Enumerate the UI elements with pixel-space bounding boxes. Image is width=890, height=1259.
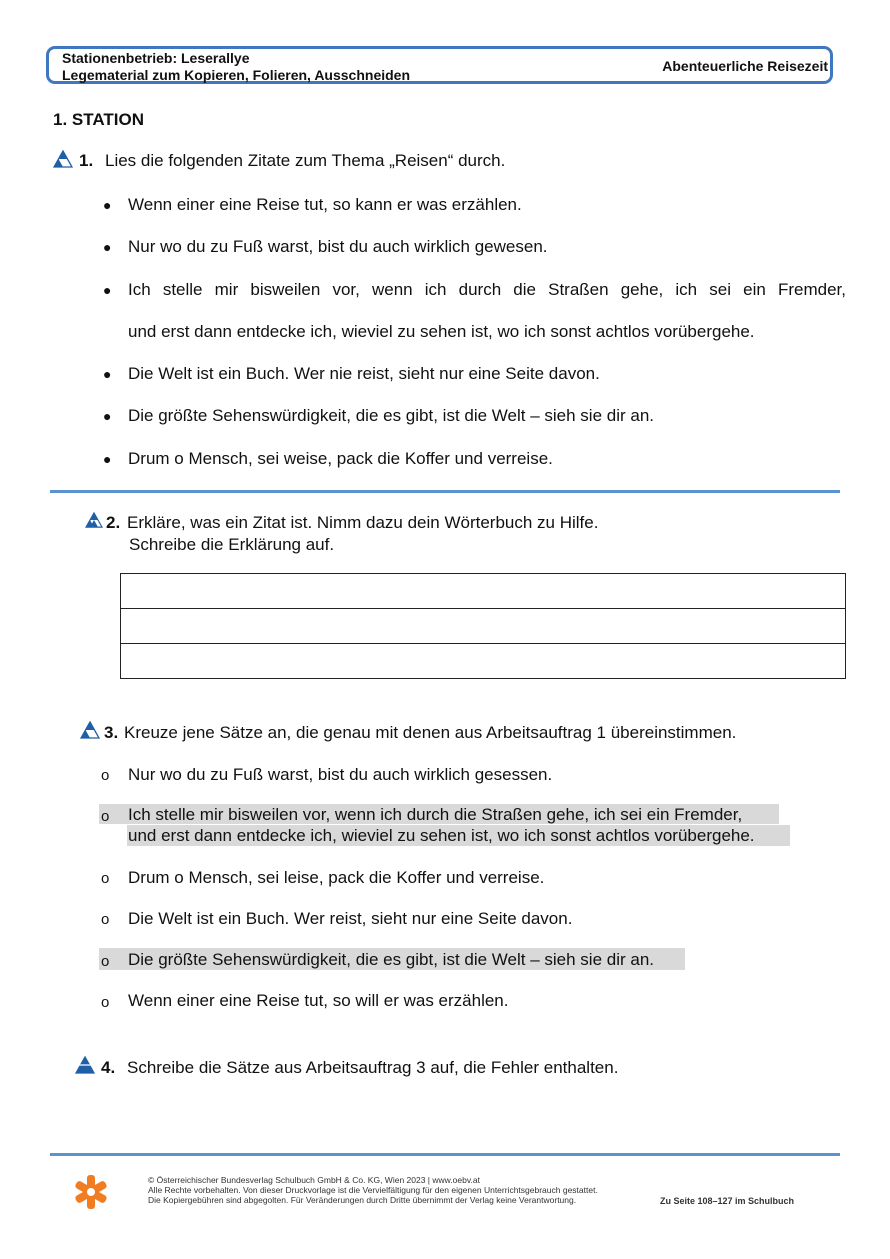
quote-3-line1: Ich stelle mir bisweilen vor, wenn ich durch die Straßen gehe, ich sei ein Fremder, <box>128 280 846 299</box>
pyramid-level-icon <box>80 721 100 739</box>
task1-instruction: Lies die folgenden Zitate zum Thema „Reisen“ durch. <box>105 151 506 170</box>
option-5: Die größte Sehenswürdigkeit, die es gibt, ist die Welt – sieh sie dir an. <box>128 950 655 969</box>
bullet: ● <box>103 408 112 424</box>
option-6: Wenn einer eine Reise tut, so will er was erzählen. <box>128 991 509 1010</box>
task3-instruction: Kreuze jene Sätze an, die genau mit denen aus Arbeitsauftrag 1 übereinstimmen. <box>124 723 737 742</box>
publisher-logo-icon <box>72 1173 110 1211</box>
checkbox-circle[interactable]: o <box>101 870 110 887</box>
checkbox-circle[interactable]: o <box>101 808 110 825</box>
checkbox-circle[interactable]: o <box>101 767 110 784</box>
answer-box[interactable] <box>120 573 846 679</box>
quote-1: Wenn einer eine Reise tut, so kann er was erzählen. <box>128 195 522 214</box>
bullet: ● <box>103 239 112 255</box>
quote-3-line2: und erst dann entdecke ich, wieviel zu sehen ist, wo ich sonst achtlos vorübergehe. <box>128 322 755 341</box>
checkbox-circle[interactable]: o <box>101 953 110 970</box>
station-title: 1. STATION <box>53 110 144 129</box>
quote-4: Die Welt ist ein Buch. Wer nie reist, sieht nur eine Seite davon. <box>128 364 600 383</box>
footer-page-ref: Zu Seite 108–127 im Schulbuch <box>660 1196 795 1206</box>
bullet: ● <box>103 197 112 213</box>
checkbox-circle[interactable]: o <box>101 911 110 928</box>
quote-5: Die größte Sehenswürdigkeit, die es gibt, ist die Welt – sieh sie dir an. <box>128 406 655 425</box>
header-title: Stationenbetrieb: Leserallye <box>62 50 250 66</box>
option-4: Die Welt ist ein Buch. Wer reist, sieht nur eine Seite davon. <box>128 909 573 928</box>
section-divider <box>50 490 840 493</box>
quote-6: Drum o Mensch, sei weise, pack die Koffer und verreise. <box>128 449 553 468</box>
task2-instruction: Erkläre, was ein Zitat ist. Nimm dazu dein Wörterbuch zu Hilfe. <box>127 513 599 532</box>
pyramid-level-icon <box>53 150 73 168</box>
header-topic: Abenteuerliche Reisezeit <box>662 58 828 74</box>
task4-number: 4. <box>101 1058 116 1077</box>
answer-line <box>121 643 845 644</box>
option-2-line1: Ich stelle mir bisweilen vor, wenn ich durch die Straßen gehe, ich sei ein Fremder, <box>128 805 743 824</box>
task2-instruction-2: Schreibe die Erklärung auf. <box>129 535 335 554</box>
bullet: ● <box>103 366 112 382</box>
option-1: Nur wo du zu Fuß warst, bist du auch wirklich gesessen. <box>128 765 553 784</box>
quote-2: Nur wo du zu Fuß warst, bist du auch wirklich gewesen. <box>128 237 548 256</box>
footer-divider <box>50 1153 840 1156</box>
task1-number: 1. <box>79 151 94 170</box>
checkbox-circle[interactable]: o <box>101 994 110 1011</box>
option-2-line2: und erst dann entdecke ich, wieviel zu sehen ist, wo ich sonst achtlos vorübergehe. <box>128 826 755 845</box>
header-subtitle: Legematerial zum Kopieren, Folieren, Ausschneiden <box>62 67 411 83</box>
pyramid-level-icon <box>75 1056 95 1074</box>
task4-instruction: Schreibe die Sätze aus Arbeitsauftrag 3 auf, die Fehler enthalten. <box>127 1058 619 1077</box>
task3-number: 3. <box>104 723 119 742</box>
pyramid-level-icon <box>85 512 103 528</box>
task2-number: 2. <box>106 513 121 532</box>
bullet: ● <box>103 451 112 467</box>
answer-line <box>121 608 845 609</box>
bullet: ● <box>103 282 112 298</box>
option-3: Drum o Mensch, sei leise, pack die Koffer und verreise. <box>128 868 545 887</box>
footer-copyright: © Österreichischer Bundesverlag Schulbuch GmbH & Co. KG, Wien 2023 | www.oebv.at Alle Rechte vorbehalten. Von dieser Druckvorlage ist die Vervielfältigung für den eigenen Unterrichtsgebrauch gestattet. Die Kopiergebühren sind abgegolten. Für Veränderungen durch Dritte übernimmt der Verlag keine Verantwortung. <box>148 1175 598 1205</box>
